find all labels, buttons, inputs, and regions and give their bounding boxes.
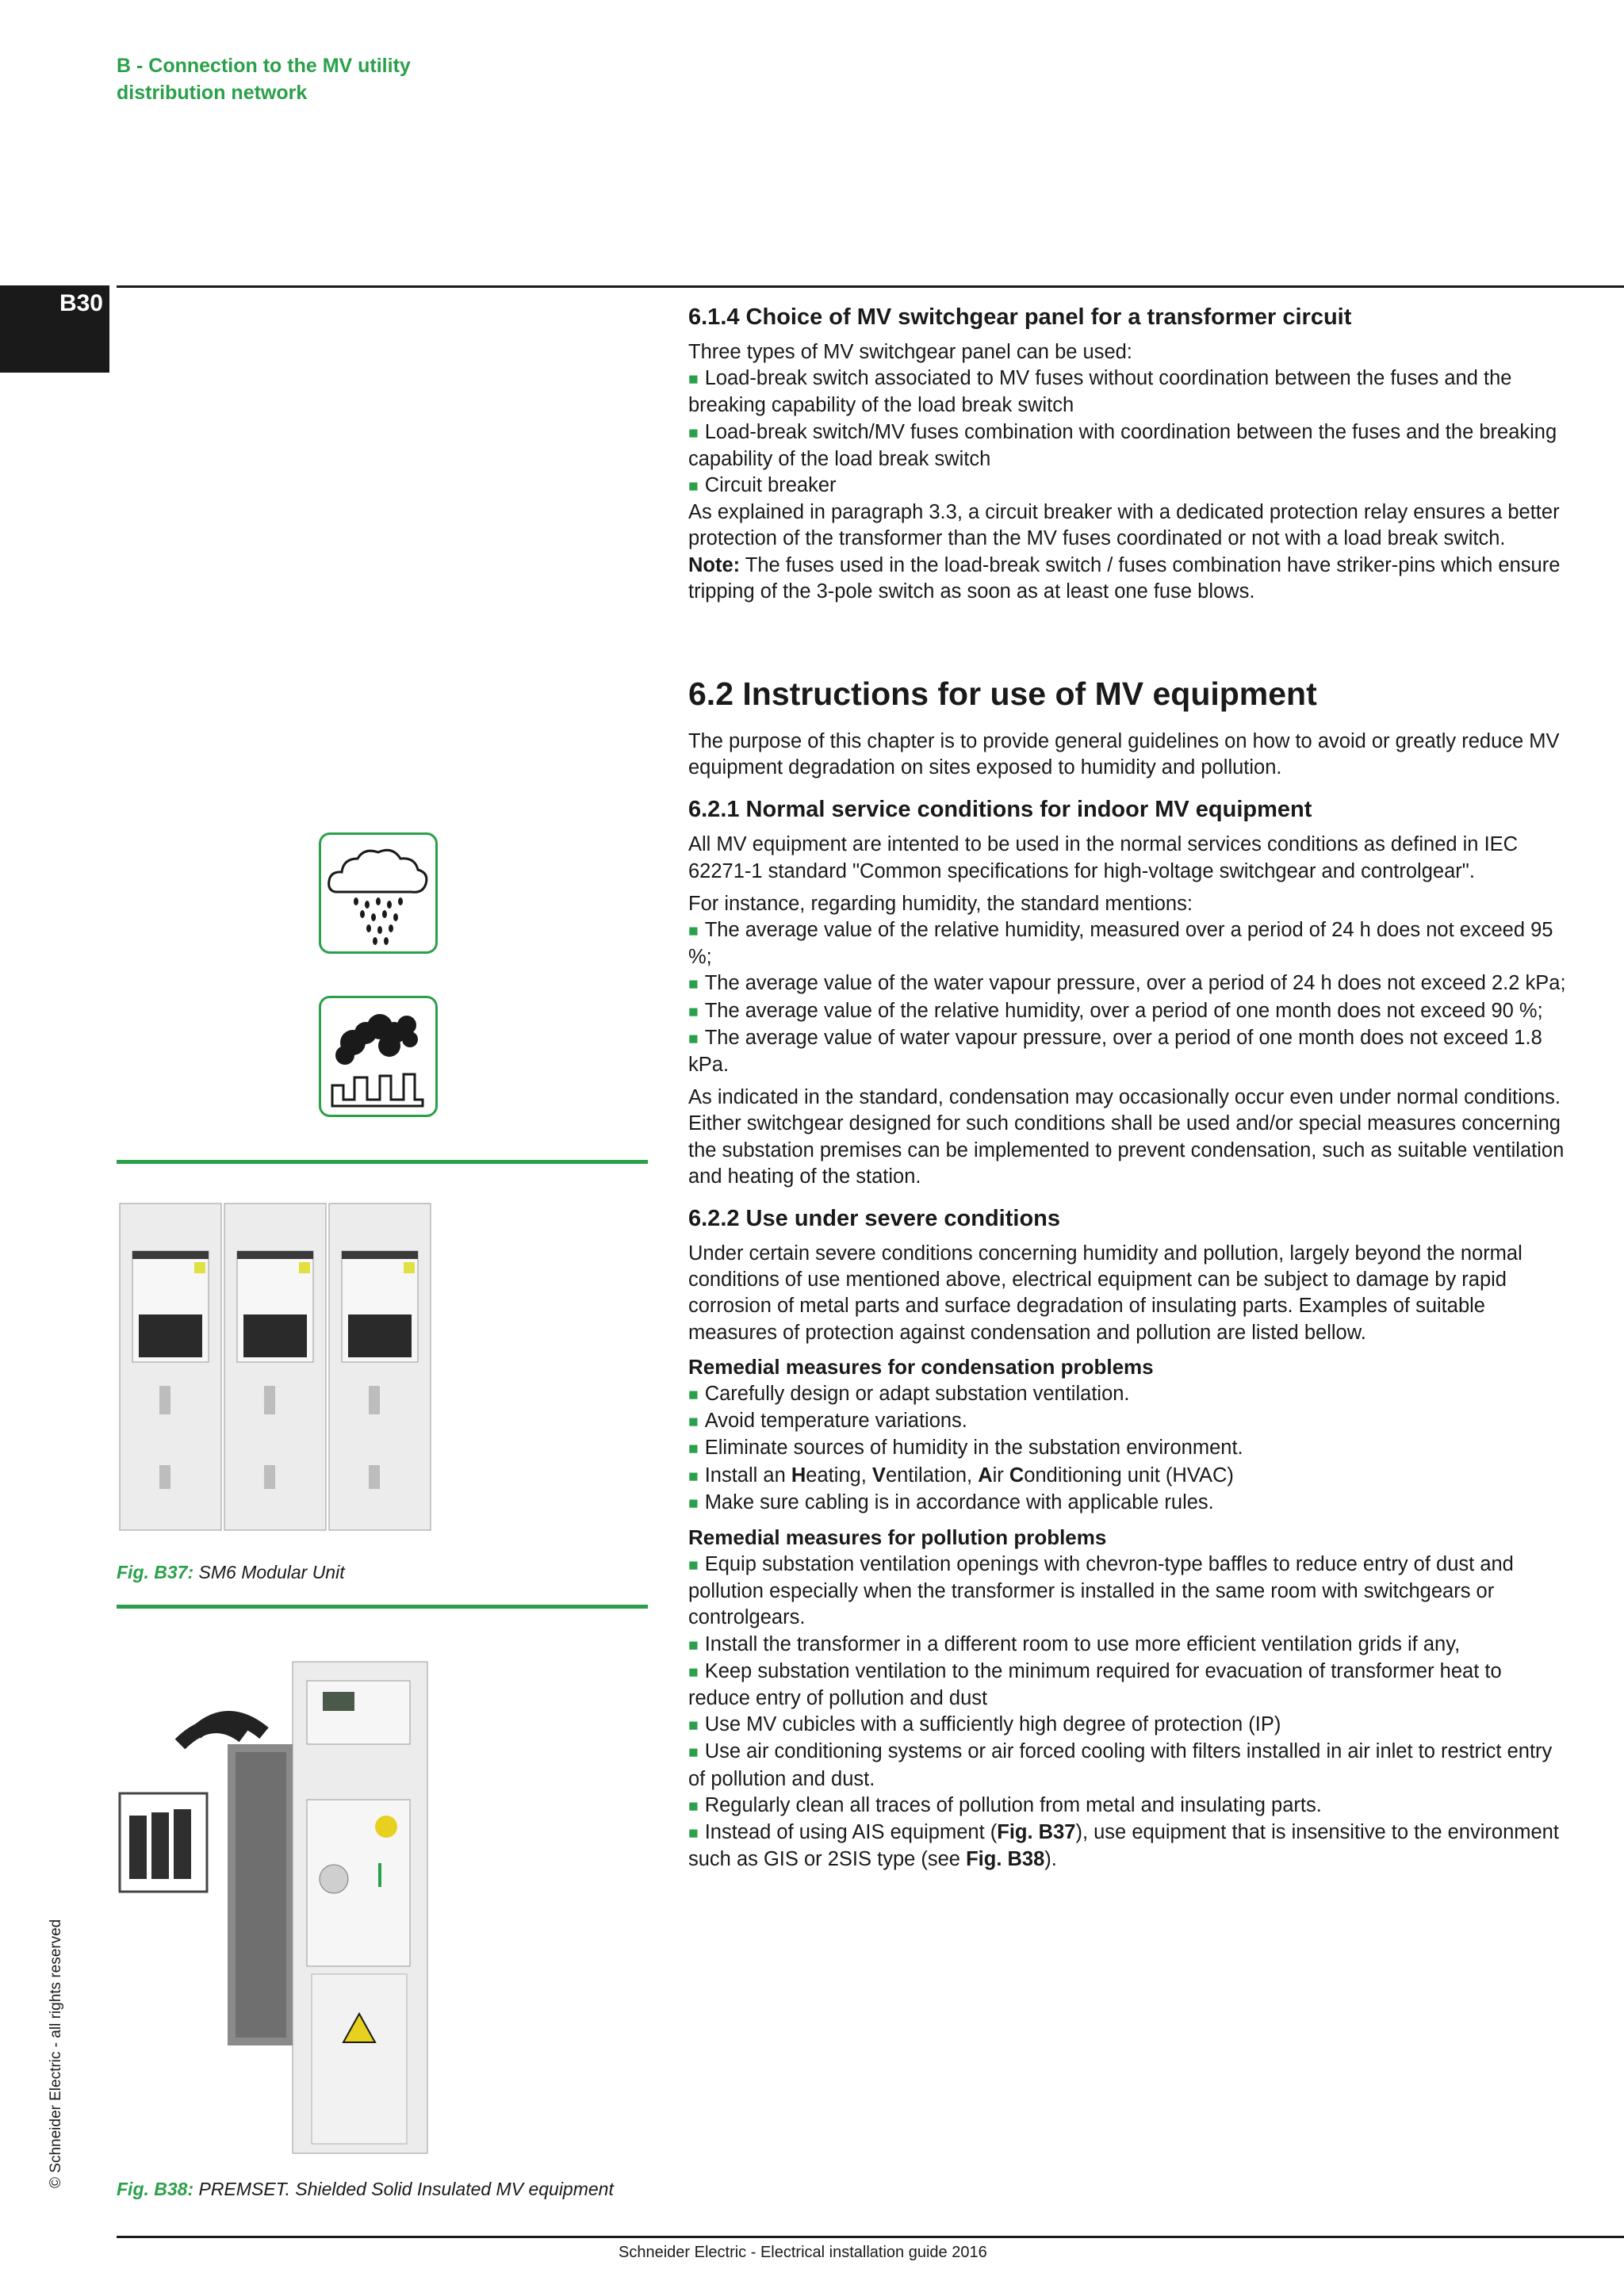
bullet-item: ■ The average value of the relative humidity, over a period of one month does not exceed 90 %;	[688, 998, 1568, 1025]
footer-publication: Schneider Electric - Electrical installation guide 2016	[619, 2244, 987, 2261]
paragraph: Three types of MV switchgear panel can be used:	[688, 341, 1132, 363]
bullet-item: ■ The average value of the water vapour pressure, over a period of 24 h does not exceed 2.2 kPa;	[688, 970, 1568, 997]
copyright-notice: © Schneider Electric - all rights reserved	[48, 1919, 64, 2188]
section-6-2-2-title: 6.2.2 Use under severe conditions	[688, 1206, 1061, 1232]
main-text-column	[688, 301, 1568, 1873]
figure-b38-caption: Fig. B38: PREMSET. Shielded Solid Insulated MV equipment	[117, 2179, 614, 2199]
paragraph: All MV equipment are intented to be used in the normal services conditions as defined in IEC 62271-1 standard "Common specifications for high-voltage switchgear and controlgear".	[688, 833, 1519, 882]
sm6-modular-unit-image	[117, 1196, 434, 1536]
chapter-title-line2: distribution network	[117, 82, 308, 104]
bullet-item: ■ Make sure cabling is in accordance with applicable rules.	[688, 1490, 1568, 1517]
figure-b37-caption: Fig. B37: SM6 Modular Unit	[117, 1562, 345, 1582]
bottom-divider	[117, 2236, 1624, 2238]
paragraph: As indicated in the standard, condensation may occasionally occur even under normal conditions. Either switchgear designed for such conditions shall be used and/or special measures concerning the substation premises can be implemented to prevent condensation, such as suitable ventilation and heating of the station.	[688, 1086, 1565, 1188]
bullet-item: ■ Install an Heating, Ventilation, Air Conditioning unit (HVAC)	[688, 1463, 1568, 1490]
bullet-item: ■ Use air conditioning systems or air forced cooling with filters installed in air inlet to restrict entry of pollution and dust.	[688, 1739, 1568, 1792]
factory-smoke-icon	[319, 996, 438, 1117]
bullet-item: ■ Use MV cubicles with a sufficiently high degree of protection (IP)	[688, 1712, 1568, 1739]
bullet-item: ■ Equip substation ventilation openings with chevron-type baffles to reduce entry of dust and pollution especially when the transformer is installed in the same room with switchgears or controlgears.	[688, 1552, 1568, 1632]
pollution-measures-heading: Remedial measures for pollution problems	[688, 1525, 1107, 1549]
bullet-item: ■ Regularly clean all traces of pollution from metal and insulating parts.	[688, 1793, 1568, 1820]
chapter-title	[117, 52, 561, 106]
bullet-item: ■ Load-break switch associated to MV fuses without coordination between the fuses and the breaking capability of the load break switch	[688, 365, 1568, 419]
bullet-item: ■ Install the transformer in a different room to use more efficient ventilation grids if any,	[688, 1632, 1568, 1659]
figure-reference: Fig. B37	[997, 1820, 1076, 1843]
figure-divider	[117, 1605, 648, 1609]
bullet-item: ■ Carefully design or adapt substation ventilation.	[688, 1381, 1568, 1408]
section-6-1-4-title: 6.1.4 Choice of MV switchgear panel for a transformer circuit	[688, 304, 1352, 330]
figure-divider	[117, 1160, 648, 1164]
section-6-2-1-title: 6.2.1 Normal service conditions for indoor MV equipment	[688, 797, 1312, 823]
bullet-item: ■ Avoid temperature variations.	[688, 1408, 1568, 1435]
paragraph: For instance, regarding humidity, the standard mentions:	[688, 892, 1193, 915]
bullet-item: ■ The average value of water vapour pressure, over a period of one month does not exceed 1.8 kPa.	[688, 1025, 1568, 1078]
bullet-item: ■ Eliminate sources of humidity in the substation environment.	[688, 1435, 1568, 1462]
bullet-item: ■ Instead of using AIS equipment (Fig. B37), use equipment that is insensitive to the environment such as GIS or 2SIS type (see Fig. B38).	[688, 1820, 1568, 1873]
section-6-2-title: 6.2 Instructions for use of MV equipment	[688, 675, 1317, 713]
bullet-item: ■ The average value of the relative humidity, measured over a period of 24 h does not exceed 95 %;	[688, 917, 1568, 970]
note: Note: The fuses used in the load-break switch / fuses combination have striker-pins which ensure tripping of the 3-pole switch as soon as at least one fuse blows.	[688, 553, 1561, 603]
paragraph: As explained in paragraph 3.3, a circuit breaker with a dedicated protection relay ensures a better protection of the transformer than the MV fuses coordinated or not with a load break switch.	[688, 501, 1560, 550]
rain-cloud-icon	[319, 832, 438, 954]
paragraph: Under certain severe conditions concerning humidity and pollution, largely beyond the normal conditions of use mentioned above, electrical equipment can be subject to damage by rapid corrosion of metal parts and surface degradation of insulating parts. Examples of suitable measures of protection against condensation and pollution are listed bellow.	[688, 1242, 1522, 1344]
top-divider	[117, 285, 1624, 288]
page-number-tab: B30	[0, 285, 109, 373]
bullet-item: ■ Keep substation ventilation to the minimum required for evacuation of transformer heat to reduce entry of pollution and dust	[688, 1659, 1568, 1712]
paragraph: The purpose of this chapter is to provide general guidelines on how to avoid or greatly reduce MV equipment degradation on sites exposed to humidity and pollution.	[688, 730, 1560, 779]
chapter-title-line1: B - Connection to the MV utility	[117, 55, 411, 77]
bullet-item: ■ Load-break switch/MV fuses combination with coordination between the fuses and the breaking capability of the load break switch	[688, 419, 1568, 473]
figure-reference: Fig. B38	[966, 1848, 1045, 1871]
bullet-item: ■ Circuit breaker	[688, 473, 1568, 499]
condensation-measures-heading: Remedial measures for condensation problems	[688, 1354, 1154, 1379]
premset-equipment-image	[117, 1657, 489, 2164]
